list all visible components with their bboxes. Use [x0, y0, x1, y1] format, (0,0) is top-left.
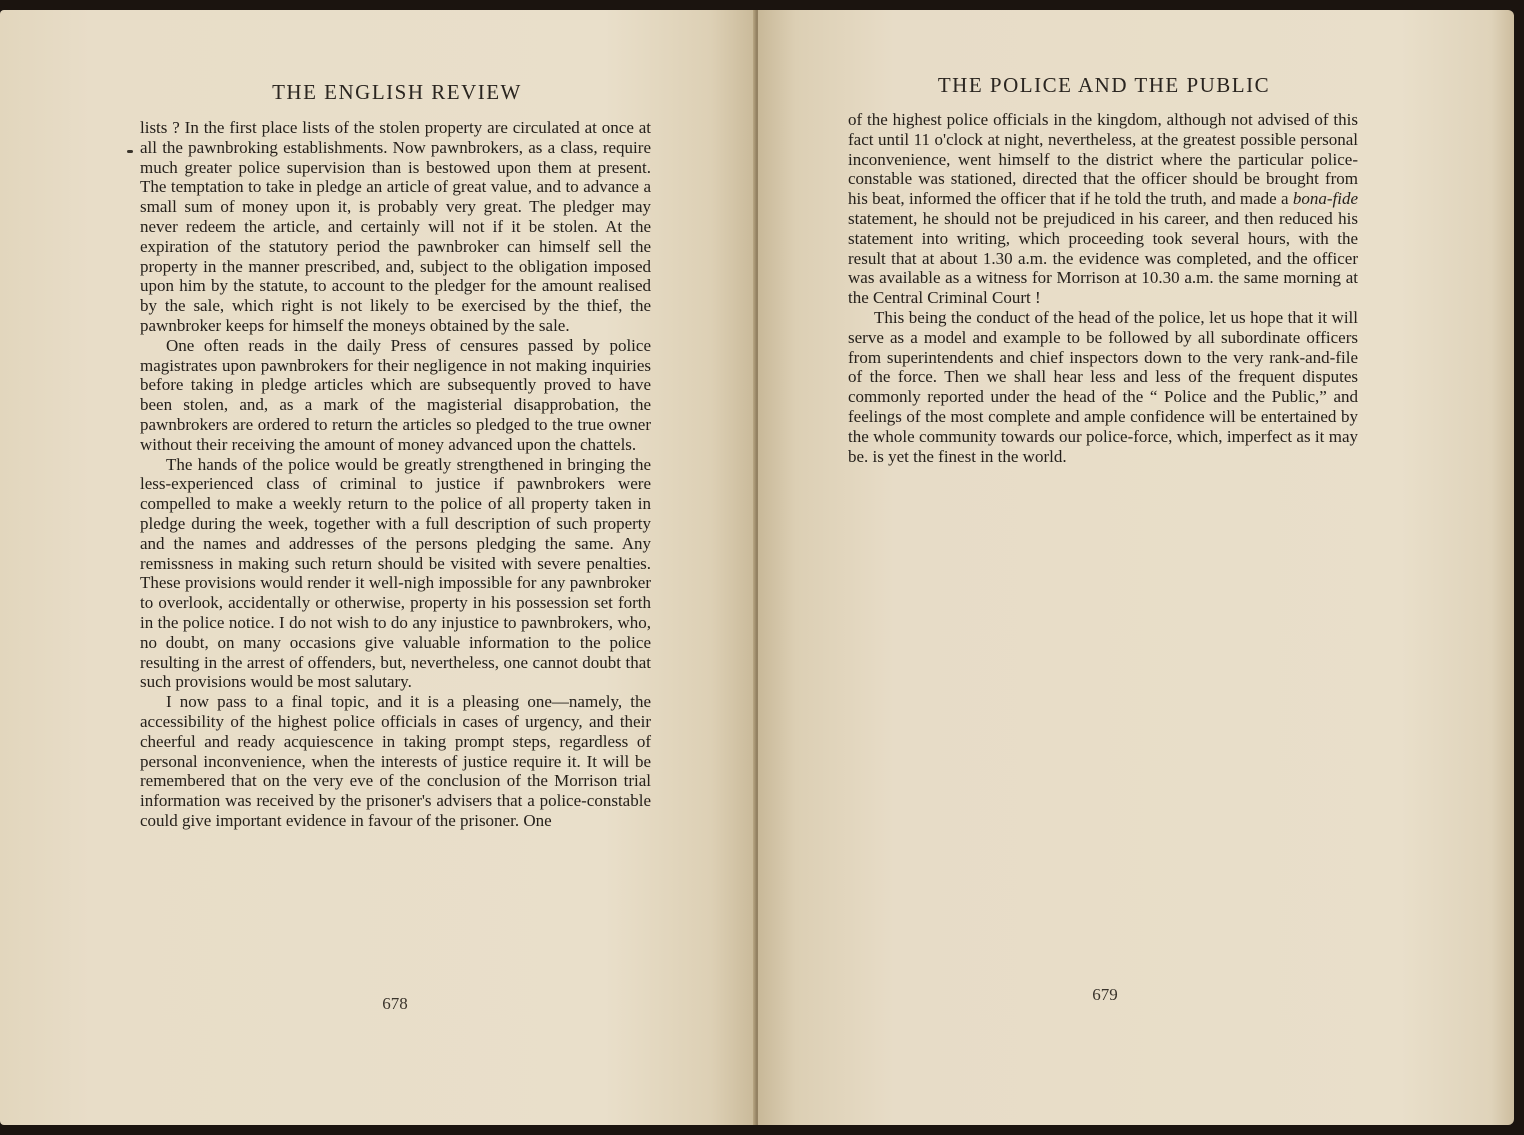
- right-body-text: [848, 110, 1358, 466]
- left-paragraph-3: The hands of the police would be greatly strengthened in bringing the less-experienced class of criminal to justice if pawnbrokers were compelled to make a weekly return to the police of all property taken in pledge during the week, together with a full description of such property and the names and addresses of the persons pledging the same. Any remissness in making such return should be visited with severe penalties. These provisions would render it well-nigh impossible for any pawnbroker to overlook, accidentally or otherwise, property in his possession set forth in the police notice. I do not wish to do any injustice to pawnbrokers, who, no doubt, on many occasions give valuable information to the police resulting in the arrest of offenders, but, nevertheless, one cannot doubt that such provisions would be most salutary.: [140, 454, 651, 692]
- left-body-text: [140, 118, 651, 831]
- left-page: [0, 10, 756, 1125]
- right-page-number: 679: [1092, 985, 1118, 1004]
- right-page: [758, 10, 1514, 1125]
- margin-mark: [127, 150, 133, 153]
- right-paragraph-2: This being the conduct of the head of the police, let us hope that it will serve as a model and example to be followed by all subordinate officers from superintendents and chief inspectors down to the very rank-and-file of the force. Then we shall hear less and less of the frequent disputes commonly reported under the head of the “ Police and the Public,” and feelings of the most complete and ample confidence will be entertained by the whole community towards our police-force, which, imperfect as it may be. is yet the finest in the world.: [848, 307, 1358, 466]
- right-paragraph-1: [848, 110, 1358, 308]
- italic-phrase: bona-fide: [1292, 189, 1358, 209]
- left-running-head: THE ENGLISH REVIEW: [272, 80, 522, 104]
- right-paragraph-1-part-b: statement, he should not be prejudiced in his career, and then reduced his statement into writing, which proceeding took several hours, with the result that at about 1.30 a.m. the evidence was completed, and the officer was available as a witness for Morrison at 10.30 a.m. the same morning at the Central Criminal Court !: [848, 208, 1358, 308]
- left-paragraph-1: lists ? In the first place lists of the stolen property are circulated at once at all the pawnbroking establishments. Now pawnbrokers, as a class, require much greater police supervision than is bestowed upon them at present. The temptation to take in pledge an article of great value, and to advance a small sum of money upon it, is probably very great. The pledger may never redeem the article, and certainly will not if it be stolen. At the expiration of the statutory period the pawnbroker can himself sell the property in the manner prescribed, and, subject to the obligation imposed upon him by the statute, to account to the pledger for the amount realised by the sale, which right is not likely to be exercised by the thief, the pawnbroker keeps for himself the moneys obtained by the sale.: [140, 118, 651, 335]
- left-page-number: 678: [382, 994, 408, 1013]
- left-paragraph-2: One often reads in the daily Press of censures passed by police magistrates upon pawnbrokers for their negligence in not making inquiries before taking in pledge articles which are subsequently proved to have been stolen, and, as a mark of the magisterial disapprobation, the pawnbrokers are ordered to return the articles so pledged to the true owner without their receiving the amount of money advanced upon the chattels.: [140, 335, 651, 454]
- right-paragraph-1-part-a: of the highest police officials in the kingdom, although not advised of this fact until 11 o'clock at night, nevertheless, at the greatest possible personal inconvenience, went himself to the district where the particular police-constable was stationed, directed that the officer should be brought from his beat, informed the officer that if he told the truth, and made a: [848, 110, 1358, 209]
- left-paragraph-4: I now pass to a final topic, and it is a pleasing one—namely, the accessibility of the highest police officials in cases of urgency, and their cheerful and ready acquiescence in taking prompt steps, regardless of personal inconvenience, when the interests of justice require it. It will be remembered that on the very eve of the conclusion of the Morrison trial information was received by the prisoner's advisers that a police-constable could give important evidence in favour of the prisoner. One: [140, 692, 651, 830]
- right-running-head: THE POLICE AND THE PUBLIC: [937, 73, 1271, 97]
